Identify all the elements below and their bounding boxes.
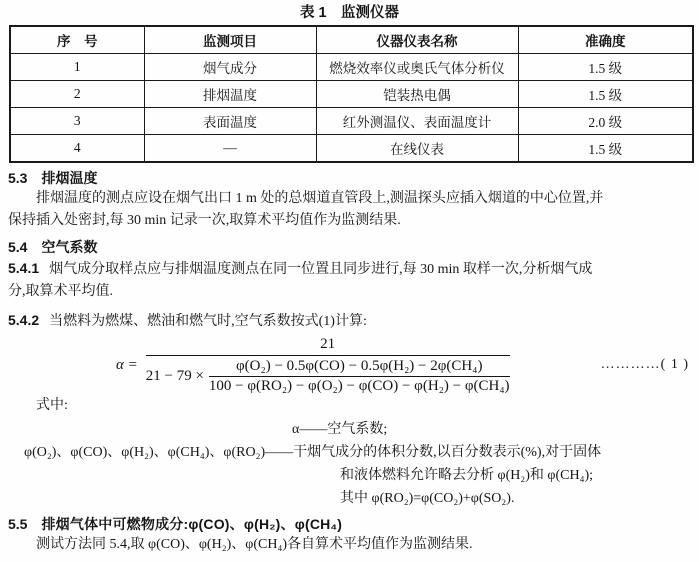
table-title — [8, 4, 691, 22]
section-text: 烟气成分取样点应与排烟温度测点在同一位置且同步进行,每 30 min 取样一次,分析烟气成 — [49, 262, 593, 277]
cell-accuracy: 1.5 级 — [518, 135, 693, 163]
section-5-5-heading — [8, 514, 691, 534]
equation-number: …………( 1 ) — [600, 357, 689, 372]
alpha-equals: α = — [116, 356, 138, 373]
table-row — [10, 135, 693, 163]
section-5-4-1-line1 — [8, 257, 691, 281]
section-5-5-paragraph: 测试方法同 5.4,取 φ(CO)、φ(H₂)、φ(CH₄)各自算术平均值作为监测结果. — [36, 537, 473, 552]
section-5-4-2-line — [8, 309, 691, 333]
inner-denominator: 100 − φ(RO₂) − φ(O₂) − φ(CO) − φ(H₂) − φ(CH₄) — [208, 377, 510, 394]
cell-monitor-item: — — [144, 135, 316, 163]
section-title: 排烟温度 — [41, 170, 98, 186]
cell-seq-no: 4 — [10, 135, 144, 163]
col-header-instrument-name: 仪器仪表名称 — [316, 26, 518, 54]
cell-instrument-name: 在线仪表 — [316, 135, 518, 163]
cell-monitor-item: 排烟温度 — [144, 81, 316, 108]
cell-seq-no: 1 — [10, 54, 144, 81]
inner-numerator: φ(O₂) − 0.5φ(CO) − 0.5φ(H₂) − 2φ(CH₄) — [209, 358, 510, 377]
equation-1 — [116, 336, 691, 394]
col-header-accuracy: 准确度 — [518, 26, 693, 54]
section-5-4-1-line2: 分,取算术平均值. — [8, 284, 113, 299]
section-5-3-heading — [8, 168, 691, 188]
table-header-row — [10, 26, 693, 54]
cell-accuracy: 1.5 级 — [518, 81, 693, 108]
section-number: 5.4.2 — [8, 312, 40, 328]
table-row — [10, 81, 693, 108]
cell-accuracy: 2.0 级 — [518, 108, 693, 135]
section-number: 5.4 — [8, 239, 28, 255]
col-header-seq-no: 序 号 — [10, 26, 144, 54]
table-row — [10, 108, 693, 135]
section-number: 5.5 — [8, 516, 28, 532]
cell-seq-no: 2 — [10, 81, 144, 108]
table-title-label: 表 1 监测仪器 — [299, 5, 400, 21]
table-row — [10, 54, 693, 81]
section-number: 5.4.1 — [8, 260, 40, 276]
monitoring-instruments-table — [9, 25, 694, 163]
section-5-3-paragraph-line1: 排烟温度的测点应设在烟气出口 1 m 处的总烟道直管段上,测温探头应插入烟道的中心位置,并 — [36, 191, 604, 206]
section-5-3-paragraph-line2: 保持插入处密封,每 30 min 记录一次,取算术平均值作为监测结果. — [8, 213, 401, 228]
cell-monitor-item: 烟气成分 — [144, 54, 316, 81]
inner-fraction — [209, 358, 510, 395]
cell-instrument-name: 铠装热电偶 — [316, 81, 518, 108]
cell-seq-no: 3 — [10, 108, 144, 135]
cell-instrument-name: 燃烧效率仪或奥氏气体分析仪 — [316, 54, 518, 81]
cell-monitor-item: 表面温度 — [144, 108, 316, 135]
outer-numerator: 21 — [146, 336, 510, 356]
outer-fraction — [146, 336, 510, 395]
definition-alpha: α——空气系数; — [292, 422, 388, 437]
section-title: 空气系数 — [41, 239, 98, 255]
definition-ro2-equation: 其中 φ(RO₂)=φ(CO₂)+φ(SO₂). — [340, 491, 515, 506]
section-number: 5.3 — [8, 170, 28, 186]
section-5-4-heading — [8, 237, 691, 257]
definition-phi-continuation: 和液体燃料允许略去分析 φ(H₂)和 φ(CH₄); — [340, 468, 594, 483]
definition-phi-terms: φ(O₂)、φ(CO)、φ(H₂)、φ(CH₄)、φ(RO₂)——干烟气成分的体积分数,以百分数表示(%),对于固体 — [24, 445, 602, 460]
cell-instrument-name: 红外测温仪、表面温度计 — [316, 108, 518, 135]
section-title: 排烟气体中可燃物成分:φ(CO)、φ(H₂)、φ(CH₄) — [41, 516, 343, 532]
cell-accuracy: 1.5 级 — [518, 54, 693, 81]
col-header-monitor-item: 监测项目 — [144, 26, 316, 54]
where-label: 式中: — [36, 398, 68, 413]
denominator-prefix: 21 − 79 × — [145, 367, 204, 384]
section-text: 当燃料为燃煤、燃油和燃气时,空气系数按式(1)计算: — [49, 314, 367, 329]
outer-denominator — [146, 356, 510, 395]
